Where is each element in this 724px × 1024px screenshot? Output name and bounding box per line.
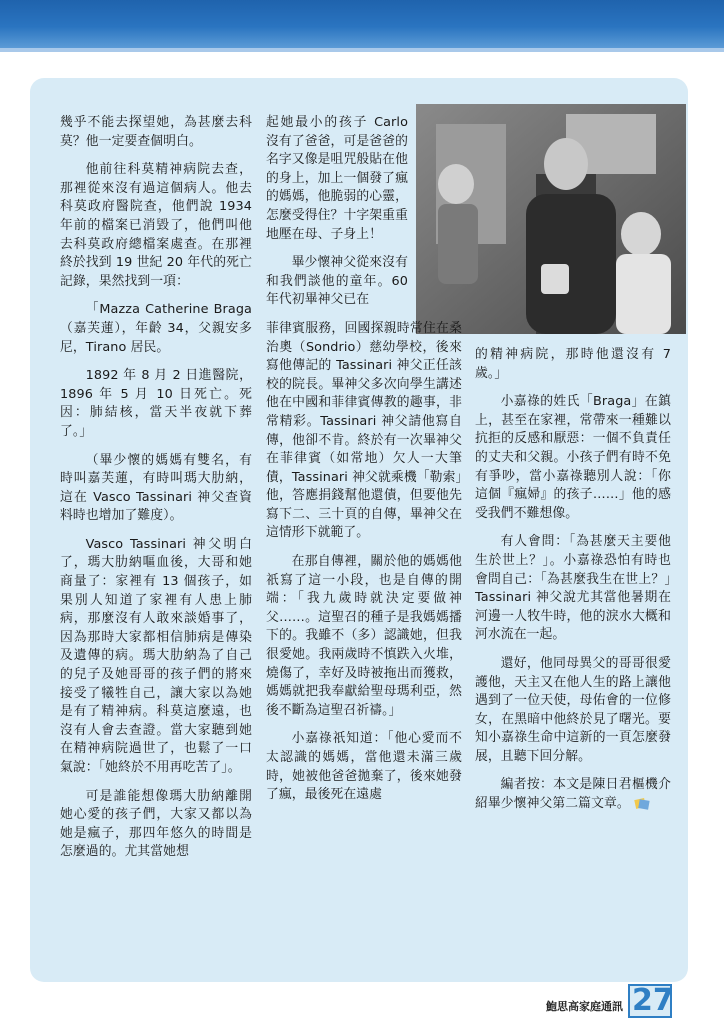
paragraph: 1892 年 8 月 2 日進醫院，1896 年 5 月 10 日死亡。死因：肺結核，當天半夜就下葬了。」 — [60, 368, 252, 439]
paragraph: 畢少懷神父從來沒有和我們談他的童年。60 年代初畢神父已在 — [266, 255, 408, 308]
header-bar — [0, 0, 724, 48]
paragraph: Vasco Tassinari 神父明白了，瑪大肋納嘔血後，大哥和她商量了：家裡有 13 個孩子，如果別人知道了家裡有人患上肺病，那麼沒有人敢來談婚事了，因為那時大家都相信肺病是傳染及遺傳的病。瑪大肋納為了自己的兒子及她哥哥的孩子們的將來接受了犧牲自己，讓大家以為她是有了精神病。科莫這麼遠，也沒有人會去查證。當大家聽到她在精神病院過世了，也鬆了一口氣說：「她終於不用再吃苦了」。 — [60, 536, 252, 775]
paragraph: 編者按：本文是陳日君樞機介紹畢少懷神父第二篇文章。 — [475, 777, 671, 812]
paragraph: 的精神病院，那時他還沒有 7 歲。」 — [475, 347, 671, 381]
paragraph: 起她最小的孩子 Carlo 沒有了爸爸，可是爸爸的名字又像是咀咒般貼在他的身上，加上一個發了瘋的媽媽，他脆弱的心靈，怎麼受得住？十字架重重地壓在母、子身上！ — [266, 115, 408, 242]
page-number: 27 — [632, 983, 674, 1018]
paragraph: 菲律賓服務，回國探親時常住在桑治奧（Sondrio）慈幼學校，後來寫他傳記的 Tassinari 神父正任該校的院長。畢神父多次向學生講述他在中國和菲律賓傳教的趣事，非常精彩。Tassinari 神父請他寫自傳，他卻不肯。終於有一次畢神父在菲律賓（如常地）欠人一大筆債，Tassinari 神父就乘機「勒索」他，答應捐錢幫他還債，但要他先寫下二、三十頁的自傳，畢神父在這情形下就範了。 — [266, 320, 462, 541]
column-3 — [475, 346, 671, 824]
paragraph: 可是誰能想像瑪大肋納離開她心愛的孩子們，大家又都以為她是瘋子，那四年悠久的時間是怎麼過的。尤其當她想 — [60, 788, 252, 860]
paragraph: 還好，他同母異父的哥哥很愛護他，天主又在他人生的路上讓他遇到了一位天使，母佑會的一位修女，在黑暗中他終於見了曙光。要知小嘉祿生命中這新的一頁怎麼發展，且聽下回分解。 — [475, 655, 671, 764]
column-2-wide — [266, 320, 462, 805]
paragraph: 有人會問：「為甚麼天主要他生於世上？」。小嘉祿恐怕有時也會問自己：「為甚麼我生在世上？」Tassinari 神父說尤其當他暑期在河邊一人牧牛時，他的淚水大概和河水流在一起。 — [475, 534, 671, 643]
footer-brand: 鮑思高家庭通訊 — [546, 1000, 623, 1013]
paragraph: 「Mazza Catherine Braga（嘉芙蓮），年齡 34，父親安多尼，Tirano 居民。 — [60, 302, 252, 355]
paragraph: 幾乎不能去探望她，為甚麼去科莫？他一定要查個明白。 — [60, 115, 252, 149]
end-mark-icon — [634, 797, 650, 811]
paragraph: 小嘉祿祇知道：「他心愛而不太認識的媽媽，當他還未滿三歲時，她被他爸爸拋棄了，後來她發了瘋，最後死在遠處 — [266, 731, 462, 803]
paragraph: 他前往科莫精神病院去查，那裡從來沒有過這個病人。他去科莫政府醫院查，他們說 1934 年前的檔案已消毀了，他們叫他去科莫政府總檔案處查。在那裡終於找到 19 世紀 20 年代的死亡記錄，果然找到一項： — [60, 162, 252, 289]
paragraph: 小嘉祿的姓氏「Braga」在鎮上，甚至在家裡，常帶來一種難以抗拒的反感和厭惡：一個不負責任的丈夫和父親。小孩子們有時不免有爭吵，當小嘉祿聽別人說：「你這個『瘋婦』的孩子……」他的感受我們不難想像。 — [475, 394, 671, 521]
column-2-narrow — [266, 114, 408, 310]
paragraph: （畢少懷的媽媽有雙名，有時叫嘉芙蓮，有時叫瑪大肋納，這在 Vasco Tassinari 神父查資料時也增加了難度）。 — [60, 452, 252, 524]
column-1 — [60, 114, 252, 872]
paragraph: 在那自傳裡，關於他的媽媽他祇寫了這一小段，也是自傳的開端：「我九歲時就決定要做神父……。這聖召的種子是我媽媽播下的。我雖不（多）認識她，但我很愛她。我兩歲時不慎跌入火堆，燒傷了，幸好及時被拖出而獲救，媽媽就把我奉獻給聖母瑪利亞，然後不斷為這聖召祈禱。」 — [266, 554, 462, 718]
column-2 — [266, 114, 462, 815]
